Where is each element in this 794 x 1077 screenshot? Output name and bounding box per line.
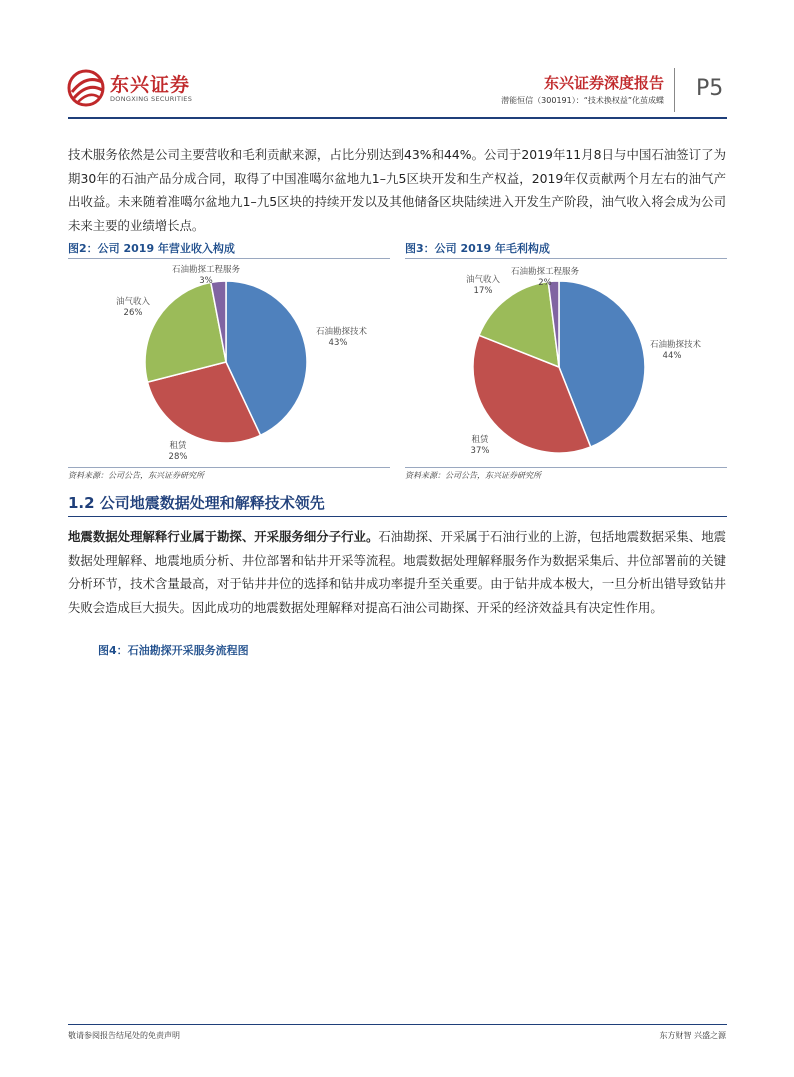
report-subtitle: 潜能恒信（300191）：“技术换权益”化茧成蝶 (501, 96, 664, 105)
pie-value-label: 37% (470, 446, 490, 456)
fig2-pie-chart (68, 262, 390, 467)
section-title: 1.2 公司地震数据处理和解释技术领先 (68, 494, 325, 512)
pie-value-label: 28% (168, 452, 188, 462)
header-divider (674, 68, 675, 112)
pie-category-label: 石油勘探技术 (650, 340, 702, 350)
fig2-title-rule (68, 258, 390, 259)
fig2-source-rule (68, 467, 390, 468)
pie-value-label: 44% (662, 351, 682, 361)
company-logo (66, 68, 196, 108)
pie-value-label: 2% (538, 278, 552, 288)
report-title: 东兴证券深度报告 (543, 74, 664, 92)
fig2-source: 资料来源：公司公告，东兴证券研究所 (68, 471, 204, 480)
fig3-source-rule (405, 467, 727, 468)
pie-value-label: 17% (473, 286, 493, 296)
fig4-title: 图4：石油勘探开采服务流程图 (98, 644, 249, 657)
logo-text: 东兴证券 (110, 74, 191, 96)
pie-category-label: 石油勘探技术 (316, 327, 368, 337)
pie-value-label: 3% (199, 276, 213, 286)
pie-category-label: 油气收入 (115, 297, 151, 307)
fig3-pie-svg (405, 262, 727, 467)
footer-disclaimer: 敬请参阅报告结尾处的免责声明 (68, 1031, 180, 1040)
pie-category-label: 石油勘探工程服务 (510, 267, 580, 277)
page-header (0, 0, 794, 122)
fig3-title: 图3：公司 2019 年毛利构成 (405, 242, 550, 255)
fig3-pie-chart (405, 262, 727, 467)
section-paragraph (68, 525, 726, 619)
page-number: P5 (696, 76, 724, 101)
fig2-title: 图2：公司 2019 年营业收入构成 (68, 242, 235, 255)
pie-value-label: 43% (328, 338, 348, 348)
section-lead: 地震数据处理解释行业属于勘探、开采服务细分子行业。 (68, 529, 379, 544)
intro-paragraph: 技术服务依然是公司主要营收和毛利贡献来源，占比分别达到43%和44%。公司于2019年11月8日与中国石油签订了为期30年的石油产品分成合同，取得了中国准噶尔盆地九1–九5区块开发和生产权益，2019年仅贡献两个月左右的油气产出收益。未来随着准噶尔盆地九1–九5区块的持续开发以及其他储备区块陆续进入开发生产阶段，油气收入将会成为公司未来主要的业绩增长点。 (68, 147, 726, 233)
section-body: 石油勘探、开采属于石油行业的上游，包括地震数据采集、地震数据处理解释、地震地质分析、井位部署和钻井开采等流程。地震数据处理解释服务作为数据采集后、井位部署前的关键分析环节，技术含量最高，对于钻井井位的选择和钻井成功率提升至关重要。由于钻井成本极大，一旦分析出错导致钻井失败会造成巨大损失。因此成功的地震数据处理解释对提高石油公司勘探、开采的经济效益具有决定性作用。 (68, 529, 727, 615)
footer-rule (68, 1024, 727, 1025)
header-rule (68, 117, 727, 119)
footer-slogan: 东方财智 兴盛之源 (659, 1031, 726, 1040)
logo-emblem-icon (66, 68, 108, 108)
logo-subtext: DONGXING SECURITIES (110, 95, 193, 103)
pie-category-label: 石油勘探工程服务 (171, 265, 241, 275)
fig3-source: 资料来源：公司公告，东兴证券研究所 (405, 471, 541, 480)
section-rule (68, 516, 727, 517)
pie-category-label: 油气收入 (465, 275, 501, 285)
fig3-title-rule (405, 258, 727, 259)
pie-category-label: 租赁 (471, 435, 489, 445)
pie-value-label: 26% (123, 308, 143, 318)
fig2-pie-svg (68, 262, 390, 467)
pie-category-label: 租赁 (169, 441, 187, 451)
